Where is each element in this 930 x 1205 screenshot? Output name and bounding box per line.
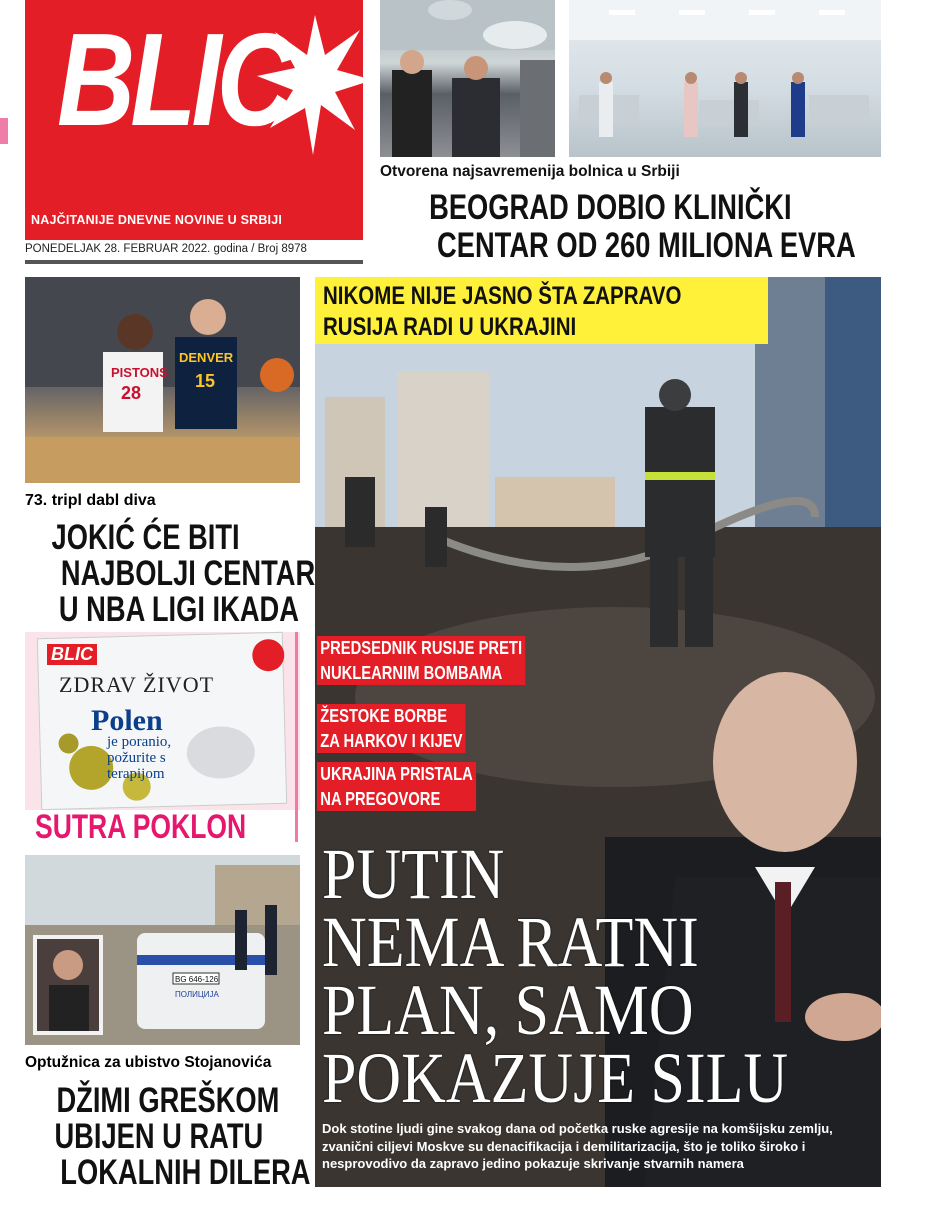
main-headline[interactable]: PUTIN [322, 834, 505, 914]
bullet-line: UKRAJINA PRISTALA [317, 762, 476, 787]
nba-headline[interactable]: NAJBOLJI CENTAR [60, 554, 316, 593]
crime-subtitle: Optužnica za ubistvo Stojanovića [25, 1054, 272, 1071]
promo-banner[interactable]: SUTRA POKLON [35, 808, 247, 846]
bullet-box[interactable] [317, 636, 571, 685]
dateline: PONEDELJAK 28. FEBRUAR 2022. godina / Broj 8978 [25, 243, 307, 255]
kicker-line: RUSIJA RADI U UKRAJINI [323, 312, 577, 341]
police-label: ПОЛИЦИЈА [175, 990, 219, 999]
divider [25, 260, 363, 264]
kicker-line: NIKOME NIJE JASNO ŠTA ZAPRAVO [323, 282, 682, 310]
bullet-line: NUKLEARNIM BOMBAMA [317, 661, 525, 686]
main-headline[interactable]: PLAN, SAMO [322, 970, 694, 1050]
magazine-subline: požurite s [107, 749, 166, 766]
crime-headline[interactable]: DŽIMI GREŠKOM [56, 1081, 280, 1120]
jersey-text-right: DENVER [179, 350, 234, 365]
bullet-line: ZA HARKOV I KIJEV [317, 729, 466, 754]
tagline: NAJČITANIJE DNEVNE NOVINE U SRBIJI [31, 213, 283, 227]
police-scene-art [25, 855, 300, 1045]
masthead-logo[interactable] [25, 0, 363, 240]
jersey-text-left: PISTONS [111, 365, 168, 380]
hospital-photo-officials[interactable] [380, 0, 555, 157]
magazine-title: ZDRAV ŽIVOT [59, 672, 215, 697]
nba-subtitle: 73. tripl dabl diva [25, 492, 156, 509]
jersey-number-right: 15 [195, 371, 216, 391]
ward-photo-art [569, 0, 881, 157]
magazine-subline: je poranio, [107, 734, 172, 750]
bullet-box[interactable] [317, 704, 498, 753]
nba-headline[interactable]: U NBA LIGI IKADA [58, 590, 299, 629]
crime-headline[interactable]: LOKALNIH DILERA [60, 1153, 311, 1192]
nba-photo[interactable] [25, 277, 300, 483]
main-headline[interactable]: NEMA RATNI [322, 902, 699, 982]
bullet-line: PREDSEDNIK RUSIJE PRETI [317, 636, 525, 661]
hospital-photo-art [380, 0, 555, 157]
main-deck: Dok stotine ljudi gine svakog dana od početka ruske agresije na komšijsku zemlju, zvanični ciljevi Moskve su denacifikacija i demilitarizacija, što je toliko široko i nesprovodivo da zapravo jedino pokazuje skrivanje stvarnih namera [322, 1121, 833, 1172]
magazine-subline: terapijom [107, 765, 165, 782]
bullet-line: NA PREGOVORE [317, 787, 476, 812]
magazine-cover-subhead [107, 735, 171, 782]
crime-photo[interactable] [25, 855, 300, 1045]
main-kicker [315, 277, 768, 344]
basketball-photo-art [25, 277, 300, 483]
main-headline[interactable]: POKAZUJE SILU [322, 1038, 789, 1118]
bullet-box[interactable] [317, 762, 511, 811]
edge-mark [0, 138, 8, 144]
bullet-line: ŽESTOKE BORBE [317, 704, 466, 729]
hospital-headline[interactable]: CENTAR OD 260 MILIONA EVRA [437, 226, 856, 265]
nba-headline[interactable]: JOKIĆ ĆE BITI [51, 518, 240, 557]
promo-box[interactable] [25, 632, 300, 846]
crime-headline[interactable]: UBIJEN U RATU [54, 1117, 264, 1156]
hospital-headline[interactable]: BEOGRAD DOBIO KLINIČKI [429, 188, 792, 227]
promo-border [295, 632, 298, 842]
edge-mark [0, 118, 8, 140]
license-plate: BG 646-126 [175, 975, 219, 984]
logo-wordmark: BLIC [57, 6, 290, 153]
hospital-subtitle: Otvorena najsavremenija bolnica u Srbiji [380, 163, 680, 180]
jersey-number-left: 28 [121, 383, 142, 403]
magazine-logo: BLIC [47, 644, 97, 665]
magazine-cover-headline: Polen [91, 704, 163, 737]
hospital-photo-ward[interactable] [569, 0, 881, 157]
